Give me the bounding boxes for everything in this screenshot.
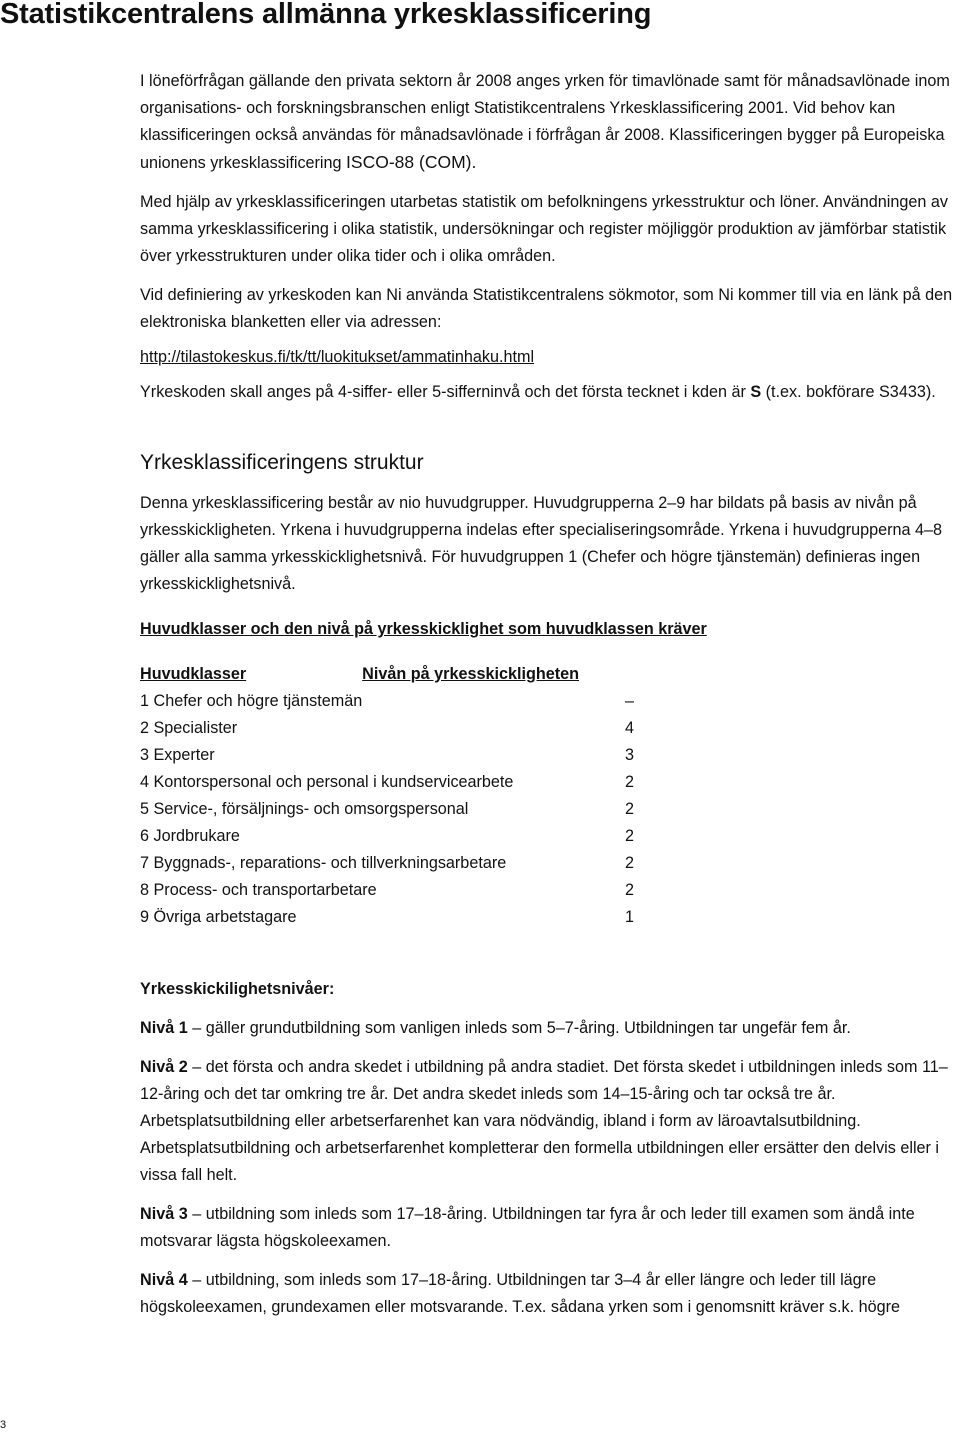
code-instruction-text: Yrkeskoden skall anges på 4-siffer- eller 5-sifferninvå och det första tecknet i kden är (140, 383, 751, 401)
table-row (140, 850, 640, 877)
table-row (140, 904, 640, 931)
intro-text: I löneförfrågan gällande den privata sektorn år 2008 anges yrken för timavlönade samt för månadsavlönade inom organisations- och forskningsbranschen enligt Statistikcentralens Yrkesklassificering 2001. Vid behov kan klassificeringen också användas för månadsavlönade i förfrågan år 2008. Klassificeringen bygger på Europeiska unionens yrkesklassificering (140, 72, 950, 172)
table-header (140, 661, 640, 688)
classes-subheading: Huvudklasser och den nivå på yrkesskicklighet som huvudklassen kräver (140, 620, 707, 638)
document-body (140, 68, 958, 1321)
intro-paragraph-4 (140, 379, 958, 406)
structure-paragraph: Denna yrkesklassificering består av nio huvudgrupper. Huvudgrupperna 2–9 har bildats på basis av nivån på yrkesskickligheten. Yrkena i huvudgrupperna indelas efter specialiseringsområde. Yrkena i huvudgrupperna 4–8 gäller alla samma yrkesskicklighetsnivå. För huvudgruppen 1 (Chefer och högre tjänstemän) definieras ingen yrkesskicklighetsnivå. (140, 494, 943, 593)
class-level: 2 (624, 827, 634, 845)
class-level: 1 (624, 908, 634, 926)
levels-heading: Yrkesskickilighetsnivåer: (140, 980, 335, 998)
level-2-paragraph (140, 1054, 958, 1189)
class-name: 8 Process- och transportarbetare (140, 881, 377, 899)
table-row (140, 742, 640, 769)
level-label: Nivå 2 (140, 1058, 188, 1076)
class-level: – (624, 692, 634, 710)
level-text: – det första och andra skedet i utbildning på andra stadiet. Det första skedet i utbildningen inleds som 11–12-åring och det tar omkring tre år. Det andra skedet inleds som 14–15-åring och tar också tre år. Arbetsplatsutbildning eller arbetserfarenhet kan vara nödvändig, ibland i form av läroavtalsutbildning. Arbetsplatsutbildning och arbetserfarenhet kompletterar den formella utbildningen eller ersätter den delvis eller i vissa fall helt. (140, 1058, 948, 1184)
table-row (140, 715, 640, 742)
class-name: 3 Experter (140, 746, 215, 764)
structure-heading: Yrkesklassificeringens struktur (140, 451, 424, 474)
intro-paragraph-2: Med hjälp av yrkesklassificeringen utarbetas statistik om befolkningens yrkesstruktur och löner. Användningen av samma yrkesklassificering i olika statistik, undersökningar och register möjliggör produktion av jämförbar statistik över yrkesstrukturen under olika tider och i olika områden. (140, 193, 948, 265)
search-url-link[interactable] (140, 344, 958, 371)
code-example-text: (t.ex. bokförare S3433). (761, 383, 936, 401)
class-name: 1 Chefer och högre tjänstemän (140, 692, 363, 710)
level-text: – gäller grundutbildning som vanligen inleds som 5–7-åring. Utbildningen tar ungefär fem år. (187, 1019, 851, 1037)
class-name: 2 Specialister (140, 719, 238, 737)
table-row (140, 796, 640, 823)
class-level: 2 (624, 854, 634, 872)
level-label: Nivå 4 (140, 1271, 188, 1289)
class-level: 2 (624, 773, 634, 791)
table-row (140, 877, 640, 904)
intro-paragraph-3: Vid definiering av yrkeskoden kan Ni använda Statistikcentralens sökmotor, som Ni kommer till via en länk på den elektroniska blanketten eller via adressen: (140, 286, 953, 331)
page-title: Statistikcentralens allmänna yrkesklassificering (0, 0, 652, 30)
level-4-paragraph (140, 1267, 958, 1321)
class-level: 2 (624, 800, 634, 818)
url-text[interactable]: http://tilastokeskus.fi/tk/tt/luokitukset/ammatinhaku.html (140, 348, 535, 366)
class-name: 6 Jordbrukare (140, 827, 240, 845)
class-level: 2 (624, 881, 634, 899)
intro-paragraph-1 (140, 68, 958, 177)
class-name: 7 Byggnads-, reparations- och tillverkningsarbetare (140, 854, 507, 872)
level-text: – utbildning som inleds som 17–18-åring. Utbildningen tar fyra år och leder till examen som ändå inte motsvarar lägsta högskoleexamen. (140, 1205, 915, 1250)
level-1-paragraph (140, 1015, 958, 1042)
isco-reference: ISCO-88 (COM). (346, 152, 477, 172)
level-label: Nivå 3 (140, 1205, 188, 1223)
table-row (140, 688, 640, 715)
level-text: – utbildning, som inleds som 17–18-åring. Utbildningen tar 3–4 år eller längre och leder till lägre högskoleexamen, grundexamen eller motsvarande. T.ex. sådana yrken som i genomsnitt kräver s.k. högre (140, 1271, 901, 1316)
table-row (140, 769, 640, 796)
class-name: 5 Service-, försäljnings- och omsorgspersonal (140, 800, 469, 818)
code-prefix: S (750, 383, 762, 401)
column-header-levels: Nivån på yrkesskickligheten (362, 665, 580, 683)
class-name: 4 Kontorspersonal och personal i kundservicearbete (140, 773, 514, 791)
table-row (140, 823, 640, 850)
class-level: 4 (624, 719, 634, 737)
class-level: 3 (624, 746, 634, 764)
classes-table (140, 661, 640, 931)
level-label: Nivå 1 (140, 1019, 188, 1037)
page-number: 3 (0, 1419, 7, 1431)
column-header-classes: Huvudklasser (140, 665, 247, 683)
class-name: 9 Övriga arbetstagare (140, 908, 297, 926)
level-3-paragraph (140, 1201, 958, 1255)
